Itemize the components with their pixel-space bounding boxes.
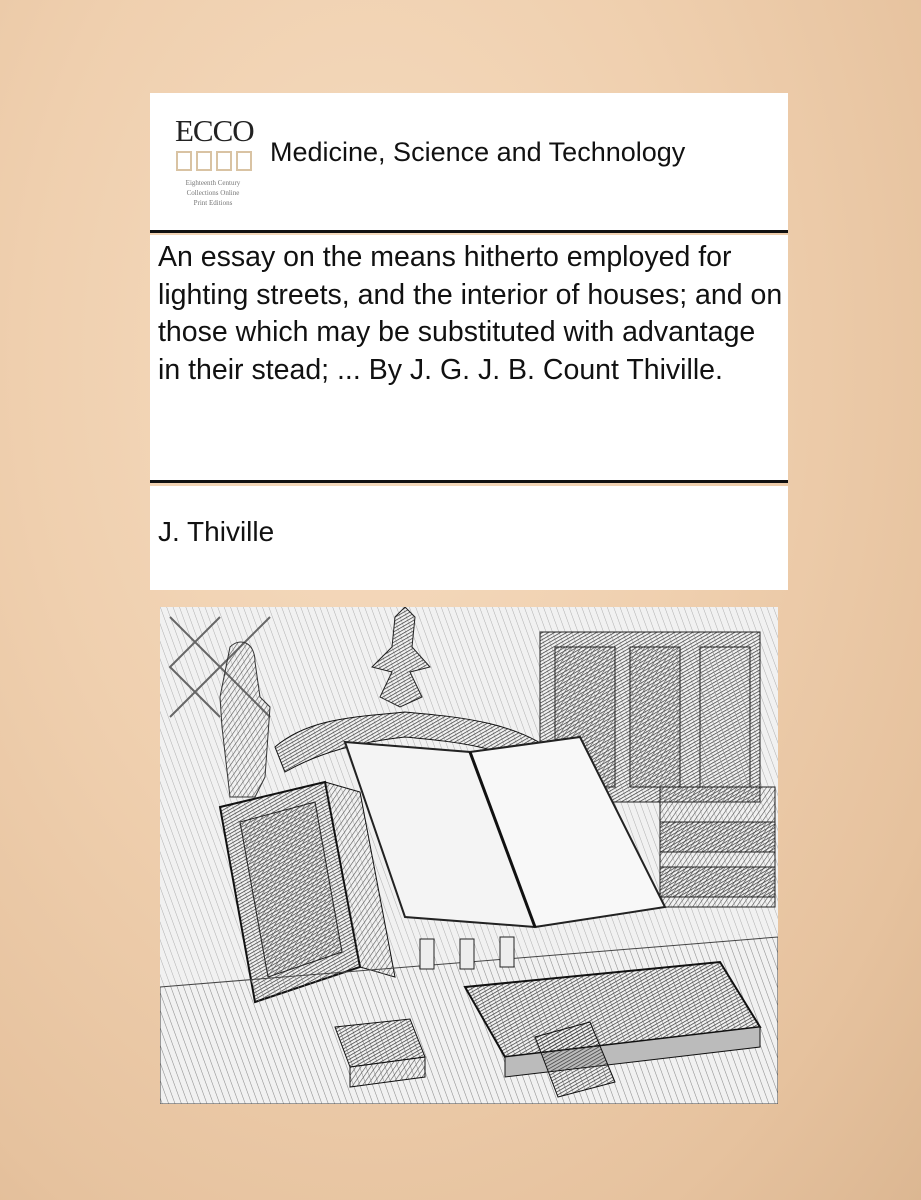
logo-subline-3: Print Editions [193,199,233,207]
series-panel [150,93,788,230]
logo-reflection-graphic [175,150,255,172]
series-name: Medicine, Science and Technology [270,137,686,167]
logo-subline-1: Eighteenth Century [185,179,241,187]
divider-rule [150,230,788,233]
divider-rule [150,480,788,483]
author-name: J. Thiville [158,516,275,547]
logo-subline-2: Collections Online [186,189,240,197]
author-panel [150,486,788,590]
engraving-illustration [160,607,778,1104]
ecco-logo [165,105,261,223]
title-panel [150,235,788,480]
book-title: An essay on the means hitherto employed for lighting streets, and the interior of houses; and on those which may be substituted with advantage in their stead; ... By J. G. J. B. Count Thiville. [158,241,783,386]
logo-wordmark: ECCO [175,113,254,148]
